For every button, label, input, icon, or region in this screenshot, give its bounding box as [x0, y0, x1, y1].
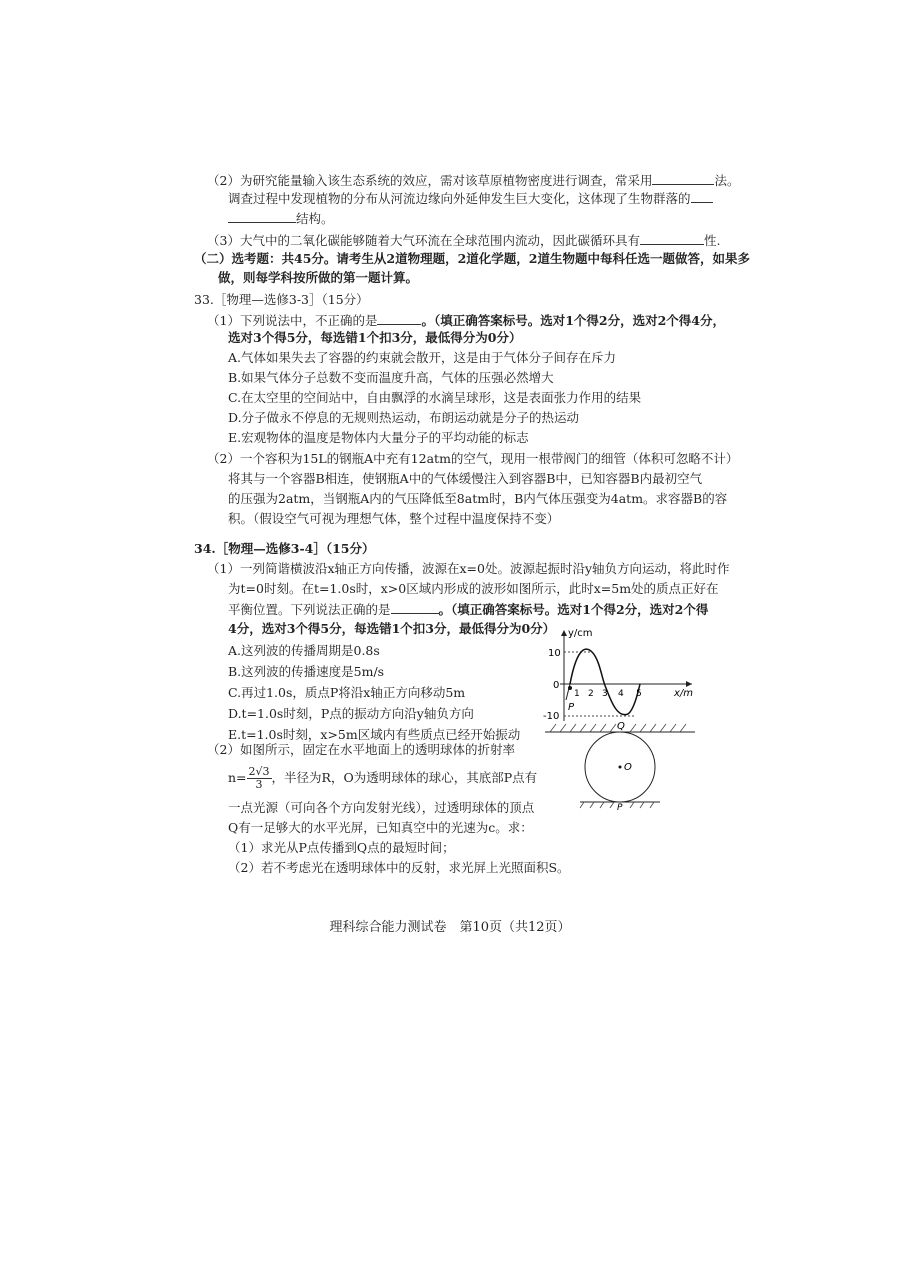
- point-q-label: Q: [617, 721, 625, 732]
- point-p-label: P: [568, 702, 575, 713]
- page-footer: 理科综合能力测试卷 第10页（共12页）: [329, 920, 571, 935]
- refractive-index-fraction: $\frac{2√3}{3}$: [248, 765, 270, 791]
- q33-part2-line2: 将其与一个容器B相连，使钢瓶A中的气体缓慢注入到容器B中，已知容器B内最初空气: [228, 471, 703, 486]
- q33-header: 33.［物理—选修3-3］（15分）: [194, 292, 369, 307]
- x-axis-label: x/m: [674, 688, 694, 699]
- q34-part1-line1: （1）一列简谐横波沿x轴正方向传播，波源在x=0处。波源起振时沿y轴负方向运动，将此时作: [207, 561, 730, 576]
- bio-q2-line1: （2）为研究能量输入该生态系统的效应，需对该草原植物密度进行调查，常采用 法。: [207, 173, 740, 188]
- point-p-source-label: P: [617, 803, 623, 810]
- q34-part1-line4: 4分，选对3个得5分，每选错1个扣3分，最低得分为0分）: [228, 621, 556, 636]
- elective-instructions-line2: 做，则每学科按所做的第一题计算。: [218, 270, 419, 285]
- bio-q2-line3: 结构。: [228, 210, 334, 227]
- q34-part2-line2: n= $\frac{2√3}{3}$ ，半径为R，O为透明球体的球心，其底部P点有: [228, 765, 538, 791]
- q34-part2-line1: （2）如图所示，固定在水平地面上的透明球体的折射率: [207, 742, 515, 757]
- x-tick-3: 3: [602, 689, 608, 699]
- q34-option-b: B.这列波的传播速度是5m/s: [228, 664, 385, 679]
- q34-header: 34.［物理—选修3-4］（15分）: [194, 541, 375, 556]
- q33-option-e: E.宏观物体的温度是物体内大量分子的平均动能的标志: [228, 430, 529, 445]
- answer-blank: [691, 190, 713, 203]
- sphere-figure: [540, 720, 700, 810]
- x-tick-4: 4: [618, 689, 624, 699]
- q33-part2-line3: 的压强为2atm，当钢瓶A内的气压降低至8atm时，B内气体压强变为4atm。求容器B的容: [228, 491, 728, 506]
- x-tick-5: 5: [636, 689, 642, 699]
- wave-curve: [570, 649, 640, 715]
- x-tick-2: 2: [588, 689, 594, 699]
- bio-q3-line: （3）大气中的二氧化碳能够随着大气环流在全球范围内流动，因此碳循环具有 性.: [207, 233, 721, 248]
- q34-part1-line2: 为t=0时刻。在t=1.0s时，x>0区域内形成的波形如图所示，此时x=5m处的质点正好在: [228, 581, 719, 596]
- q34-option-d: D.t=1.0s时刻，P点的振动方向沿y轴负方向: [228, 706, 474, 721]
- q33-option-c: C.在太空里的空间站中，自由飘浮的水滴呈球形，这是表面张力作用的结果: [228, 390, 642, 405]
- q33-part2-line4: 积。（假设空气可视为理想气体，整个过程中温度保持不变）: [228, 511, 560, 526]
- answer-blank: [652, 172, 714, 185]
- y-axis-label: y/cm: [568, 628, 593, 639]
- sphere-center-point: [619, 766, 622, 769]
- q34-sub2: （2）若不考虑光在透明球体中的反射，求光屏上光照面积S。: [228, 860, 570, 875]
- q33-option-b: B.如果气体分子总数不变而温度升高，气体的压强必然增大: [228, 370, 554, 385]
- q34-part2-line3: 一点光源（可向各个方向发射光线），过透明球体的顶点: [228, 800, 535, 815]
- q34-option-a: A.这列波的传播周期是0.8s: [228, 643, 380, 658]
- q33-part1-line1: （1）下列说法中，不正确的是 。（填正确答案标号。选对1个得2分，选对2个得4分，: [207, 313, 726, 328]
- answer-blank: [640, 232, 704, 245]
- point-o-label: O: [624, 762, 632, 773]
- q34-option-c: C.再过1.0s，质点P将沿x轴正方向移动5m: [228, 685, 466, 700]
- q33-part1-line2: 选对3个得5分，每选错1个扣3分，最低得分为0分）: [228, 330, 522, 345]
- q34-option-e: E.t=1.0s时刻，x>5m区域内有些质点已经开始振动: [228, 727, 521, 742]
- answer-blank: [228, 210, 296, 223]
- y-tick-0: 0: [553, 680, 560, 691]
- y-axis-arrow: [561, 630, 567, 636]
- q33-part2-line1: （2）一个容积为15L的钢瓶A中充有12atm的空气，现用一根带阀门的细管（体积可忽略不计）: [207, 451, 739, 466]
- wave-graph: [540, 626, 700, 726]
- q34-part2-line4: Q有一足够大的水平光屏，已知真空中的光速为c。求：: [228, 820, 533, 835]
- q33-option-a: A.气体如果失去了容器的约束就会散开，这是由于气体分子间存在斥力: [228, 350, 617, 365]
- y-tick-10: 10: [548, 648, 561, 659]
- x-tick-1: 1: [574, 689, 580, 699]
- q33-option-d: D.分子做永不停息的无规则热运动，布朗运动就是分子的热运动: [228, 410, 580, 425]
- elective-instructions-line1: （二）选考题：共45分。请考生从2道物理题，2道化学题，2道生物题中每科任选一题做答，如果多: [194, 251, 750, 266]
- y-tick-neg10: -10: [543, 711, 560, 722]
- answer-blank: [377, 312, 421, 325]
- x-axis-arrow: [686, 681, 692, 687]
- point-p: [568, 686, 572, 690]
- q34-part1-line3: 平衡位置。下列说法正确的是 。（填正确答案标号。选对1个得2分，选对2个得: [228, 602, 709, 617]
- bio-q2-line2: 调查过程中发现植物的分布从河流边缘向外延伸发生巨大变化，这体现了生物群落的: [228, 190, 713, 207]
- q34-sub1: （1）求光从P点传播到Q点的最短时间；: [228, 840, 455, 855]
- answer-blank: [391, 601, 439, 614]
